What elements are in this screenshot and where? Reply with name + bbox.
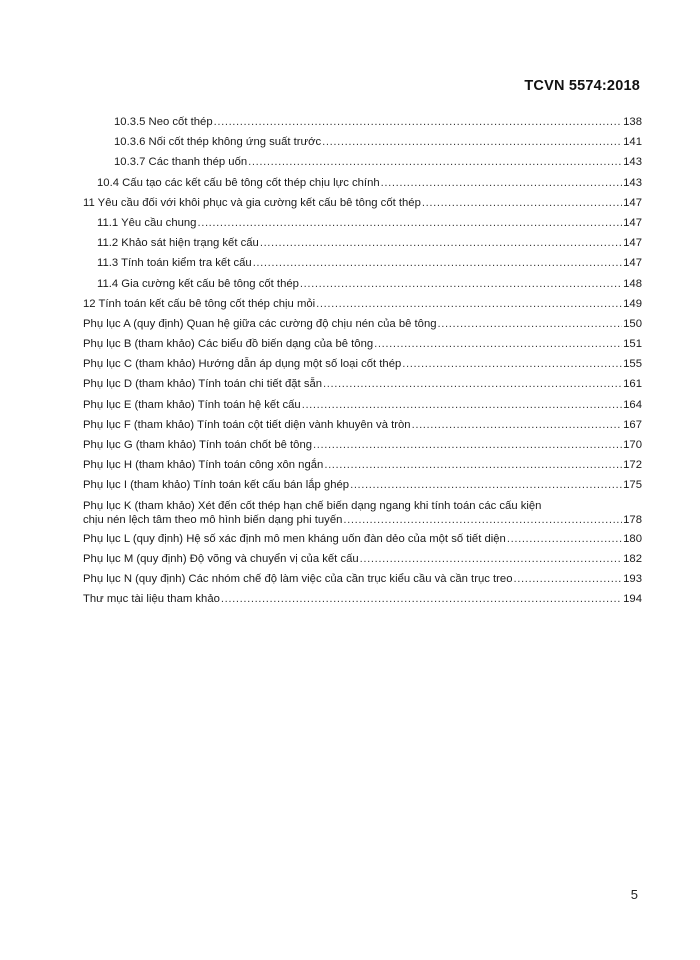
toc-entry-page: 194	[623, 593, 642, 606]
toc-entry[interactable]	[83, 459, 642, 479]
toc-entry-label: Phụ lục N (quy định) Các nhóm chế độ làm việc của cần trục kiểu cầu và cần trục treo	[83, 572, 513, 585]
dot-leader	[316, 298, 622, 310]
toc-entry-label: Phụ lục D (tham khảo) Tính toán chi tiết đặt sẵn	[83, 378, 323, 391]
toc-entry-page: 161	[623, 378, 642, 391]
toc-entry[interactable]	[83, 573, 642, 593]
toc-entry[interactable]	[83, 177, 642, 197]
dot-leader	[300, 278, 622, 290]
toc-entry-label: 10.3.5 Neo cốt thép	[114, 116, 213, 128]
toc-entry-page: 147	[623, 257, 642, 270]
toc-entry[interactable]	[83, 278, 642, 298]
toc-entry-label: Phụ lục C (tham khảo) Hướng dẫn áp dụng một số loại cốt thép	[83, 358, 402, 371]
toc-entry-label-line2: chịu nén lệch tâm theo mô hình biến dạng phi tuyến	[83, 513, 343, 526]
toc-entry[interactable]	[83, 553, 642, 573]
dot-leader	[381, 177, 623, 189]
toc-entry-label: Phụ lục I (tham khảo) Tính toán kết cấu bán lắp ghép	[83, 479, 350, 492]
dot-leader	[324, 459, 622, 471]
toc-entry-page: 178	[623, 513, 642, 526]
toc-entry-label: Phụ lục L (quy định) Hệ số xác định mô men kháng uốn đàn dẻo của một số tiết diện	[83, 532, 506, 545]
toc-entry-page: 147	[623, 216, 642, 229]
toc-entry[interactable]	[83, 197, 642, 217]
toc-entry-label: 10.3.7 Các thanh thép uốn	[114, 156, 248, 169]
toc-entry-page: 141	[623, 136, 642, 149]
dot-leader	[360, 553, 622, 565]
toc-entries-after	[83, 533, 642, 614]
dot-leader	[302, 399, 622, 411]
dot-leader	[514, 573, 623, 585]
dot-leader	[507, 533, 622, 545]
toc-entry[interactable]	[83, 257, 642, 277]
toc-entry-label: Phụ lục F (tham khảo) Tính toán cột tiết diện vành khuyên và tròn	[83, 418, 411, 431]
toc-entry-page: 170	[623, 439, 642, 451]
toc-entry-page: 149	[623, 297, 642, 310]
toc-entry[interactable]	[83, 399, 642, 419]
toc-entry[interactable]	[83, 116, 642, 136]
dot-leader	[260, 237, 622, 249]
toc-entries	[83, 116, 642, 500]
toc-entry-label: Phụ lục G (tham khảo) Tính toán chốt bê tông	[83, 439, 313, 451]
toc-entry[interactable]	[83, 533, 642, 553]
toc-entry[interactable]	[83, 439, 642, 459]
dot-leader	[350, 479, 622, 491]
toc-entry-label: Thư mục tài liệu tham khảo	[83, 593, 220, 606]
toc-entry[interactable]	[83, 419, 642, 439]
toc-entry[interactable]	[83, 136, 642, 156]
toc-entry[interactable]	[83, 237, 642, 257]
toc-entry-page: 182	[623, 552, 642, 565]
toc-entry[interactable]	[83, 217, 642, 237]
toc-entry-page: 164	[623, 398, 642, 411]
dot-leader	[412, 419, 623, 431]
toc-entry[interactable]	[83, 358, 642, 378]
toc-entry-page: 147	[623, 237, 642, 250]
toc-entry-label: Phụ lục M (quy định) Độ võng và chuyển vị của kết cấu	[83, 552, 359, 565]
toc-entry[interactable]	[83, 593, 642, 613]
toc-entry-page: 193	[623, 572, 642, 585]
toc-entry-label: 11.4 Gia cường kết cấu bê tông cốt thép	[97, 277, 299, 290]
toc-entry[interactable]	[83, 378, 642, 398]
toc-entry-page: 143	[623, 156, 642, 169]
toc-entry-page: 151	[623, 338, 642, 351]
toc-entry-label: 11 Yêu cầu đối với khôi phục và gia cường kết cấu bê tông cốt thép	[83, 196, 421, 209]
dot-leader	[322, 136, 622, 148]
toc-entry-label: Phụ lục H (tham khảo) Tính toán công xôn ngắn	[83, 459, 324, 472]
dot-leader	[323, 378, 622, 390]
dot-leader	[253, 257, 622, 269]
dot-leader	[343, 514, 622, 526]
toc-entry-page: 167	[623, 418, 642, 431]
toc-entry[interactable]	[83, 479, 642, 499]
table-of-contents	[83, 116, 642, 613]
toc-entry[interactable]	[83, 298, 642, 318]
toc-entry-page: 147	[623, 196, 642, 209]
toc-entry[interactable]	[83, 318, 642, 338]
toc-entry-label: Phụ lục E (tham khảo) Tính toán hệ kết cấu	[83, 398, 301, 411]
dot-leader	[221, 593, 622, 605]
dot-leader	[374, 338, 622, 350]
dot-leader	[313, 439, 622, 451]
dot-leader	[422, 197, 622, 209]
toc-entry-page: 148	[623, 277, 642, 290]
toc-entry-label: 11.2 Khảo sát hiện trạng kết cấu	[97, 237, 259, 250]
toc-entry-page: 175	[623, 479, 642, 492]
toc-entry-label: 10.3.6 Nối cốt thép không ứng suất trước	[114, 136, 322, 149]
dot-leader	[197, 217, 622, 229]
toc-entry-page: 155	[623, 358, 642, 371]
toc-entry-label: 10.4 Cấu tạo các kết cấu bê tông cốt thép chịu lực chính	[97, 176, 380, 189]
document-code: TCVN 5574:2018	[524, 78, 640, 94]
toc-entry-page: 150	[623, 317, 642, 330]
dot-leader	[214, 116, 623, 128]
toc-entry-page: 180	[623, 532, 642, 545]
toc-entry-appendix-k[interactable]	[83, 500, 642, 526]
dot-leader	[438, 318, 623, 330]
toc-entry-page: 143	[623, 176, 642, 189]
toc-entry-page: 138	[623, 116, 642, 128]
page-number: 5	[630, 887, 638, 902]
dot-leader	[248, 156, 622, 168]
toc-entry-label: Phụ lục B (tham khảo) Các biểu đồ biến dạng của bê tông	[83, 338, 374, 351]
toc-entry-label: 11.1 Yêu cầu chung	[97, 216, 197, 229]
dot-leader	[402, 358, 622, 370]
toc-entry[interactable]	[83, 156, 642, 176]
toc-entry-label: 12 Tính toán kết cấu bê tông cốt thép chịu mỏi	[83, 297, 316, 310]
toc-entry-label-line1: Phụ lục K (tham khảo) Xét đến cốt thép hạn chế biến dạng ngang khi tính toán các cấu kiện	[83, 499, 542, 512]
toc-entry-page: 172	[623, 459, 642, 472]
toc-entry[interactable]	[83, 338, 642, 358]
toc-entry-label: Phụ lục A (quy định) Quan hệ giữa các cường độ chịu nén của bê tông	[83, 317, 437, 330]
toc-entry-label: 11.3 Tính toán kiểm tra kết cấu	[97, 257, 252, 270]
